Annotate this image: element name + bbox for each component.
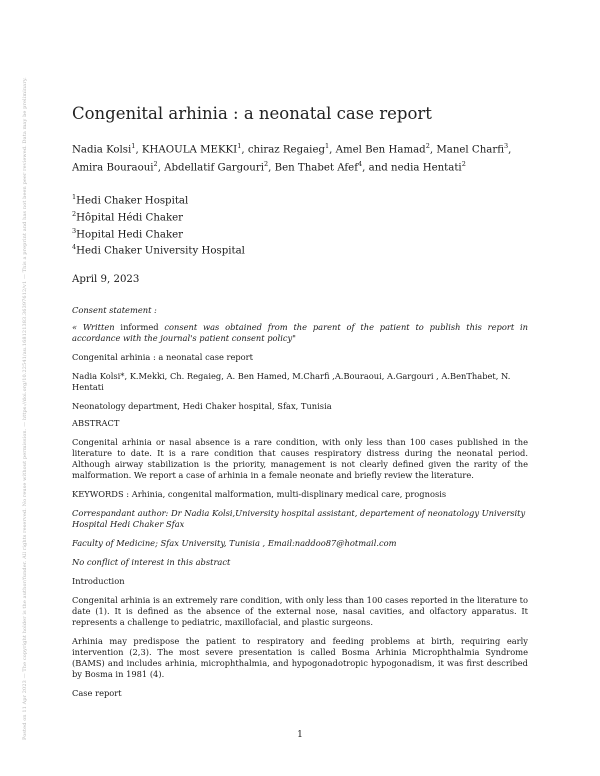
author-name: chiraz Regaieg	[247, 144, 325, 156]
consent-statement	[72, 322, 528, 344]
abstract-text: Congenital arhinia or nasal absence is a rare condition, with only less than 100 cases published in the literature to date. It is a rare condition that causes respiratory distress during the neonatal period. Although airway stabilization is the priority, management is not clearly defined given the rarity of the malformation. We report a case of arhinia in a female neonate and briefly review the literature.	[72, 437, 528, 481]
author-separator: ,	[268, 162, 275, 174]
affiliation-number: 2	[72, 209, 77, 218]
authors-plain: Nadia Kolsi*, K.Mekki, Ch. Regaieg, A. Ben Hamed, M.Charfi ,A.Bouraoui, A.Gargouri , A.BenThabet, N. Hentati	[72, 371, 511, 393]
affiliation-name: Hôpital Hédi Chaker	[76, 212, 184, 224]
affiliation-name: Hedi Chaker Hospital	[76, 195, 189, 207]
page-number: 1	[297, 730, 303, 740]
author-separator: ,	[157, 162, 165, 174]
consent-label: Consent statement :	[72, 305, 157, 316]
consent-text-start: « Written	[72, 322, 121, 333]
affiliation-number: 4	[72, 243, 77, 252]
paper-title: Congenital arhinia : a neonatal case report	[72, 104, 432, 123]
author-line-2	[72, 157, 528, 175]
affiliation-superscript: 2	[263, 160, 269, 169]
affiliation-item	[72, 208, 528, 225]
correspondant-author: Correspandant author: Dr Nadia Kolsi,University hospital assistant, departement of neonatology University Hospital Hedi Chaker Sfax	[72, 508, 526, 530]
preprint-watermark: Posted on 11 Apr 2023 — The copyright holder is the author/funder. All rights reserved. No reuse without permission. — https://doi.org/10.22541/au.168121383.36397612/v1 — This a preprint and has not been peer reviewed. Data may be preliminary.	[22, 77, 28, 740]
affiliation-superscript: 1	[325, 142, 330, 150]
case-report-heading: Case report	[72, 688, 122, 699]
author-separator: ,	[241, 144, 248, 156]
affiliation-name: Hopital Hedi Chaker	[76, 228, 184, 240]
author-separator: ,	[429, 144, 437, 156]
consent-text-informed: informed	[120, 322, 165, 333]
affiliation-superscript: 2	[153, 160, 158, 169]
author-name: nedia Hentati	[391, 162, 462, 174]
affiliation-superscript: 2	[425, 142, 430, 150]
affiliation-superscript: 2	[461, 160, 466, 169]
author-separator: ,	[508, 144, 512, 156]
author-list	[72, 139, 528, 176]
author-name: Manel Charfi	[436, 144, 505, 156]
affiliation-list	[72, 191, 528, 259]
author-separator: ,	[329, 144, 336, 156]
conflict-statement: No conflict of interest in this abstract	[72, 557, 231, 568]
author-name: KHAOULA MEKKI	[141, 144, 238, 156]
affiliation-superscript: 4	[358, 160, 363, 169]
intro-heading: Introduction	[72, 576, 125, 587]
affiliation-number: 1	[72, 192, 77, 201]
author-name: Amira Bouraoui	[72, 162, 154, 174]
keywords-line: KEYWORDS : Arhinia, congenital malformation, multi-displinary medical care, prognosis	[72, 489, 447, 500]
faculty-email: Faculty of Medicine; Sfax University, Tunisia , Email:naddoo87@hotmail.com	[72, 538, 397, 549]
consent-text-rest: consent was obtained from the parent of the patient to publish this report in accordance with the journal's patient consent policy"	[72, 322, 528, 344]
affiliation-superscript: 3	[504, 142, 509, 150]
author-line-1	[72, 139, 528, 157]
intro-paragraph-2: Arhinia may predispose the patient to respiratory and feeding problems at birth, requiring early intervention (2,3). The most severe presentation is called Bosma Arhinia Microphthalmia Syndrome (BAMS) and includes arhinia, microphthalmia, and hypogonadotropic hypogonadism, it was first described by Bosma in 1981 (4).	[72, 636, 528, 680]
author-name: Nadia Kolsi	[72, 144, 132, 156]
intro-paragraph-1: Congenital arhinia is an extremely rare condition, with only less than 100 cases reported in the literature to date (1). It is defined as the absence of the external nose, nasal cavities, and olfactory apparatus. It represents a challenge to pediatric, maxillofacial, and plastic surgeons.	[72, 595, 529, 628]
affiliation-number: 3	[72, 226, 77, 235]
author-name: Amel Ben Hamad	[335, 144, 426, 156]
abstract-heading: ABSTRACT	[72, 418, 120, 429]
affiliation-superscript: 1	[131, 142, 136, 150]
department-line: Neonatology department, Hedi Chaker hospital, Sfax, Tunisia	[72, 401, 332, 412]
affiliation-name: Hedi Chaker University Hospital	[76, 245, 245, 257]
author-separator: , and	[362, 162, 392, 174]
author-separator: ,	[135, 144, 142, 156]
affiliation-item	[72, 191, 528, 208]
author-name: Ben Thabet Afef	[274, 162, 358, 174]
affiliation-superscript: 1	[237, 142, 242, 150]
affiliation-item	[72, 225, 528, 242]
paper-content	[72, 104, 528, 699]
paper-subtitle: Congenital arhinia : a neonatal case report	[72, 352, 253, 363]
author-name: Abdellatif Gargouri	[164, 162, 264, 174]
publication-date: April 9, 2023	[72, 274, 140, 286]
affiliation-item	[72, 241, 528, 258]
